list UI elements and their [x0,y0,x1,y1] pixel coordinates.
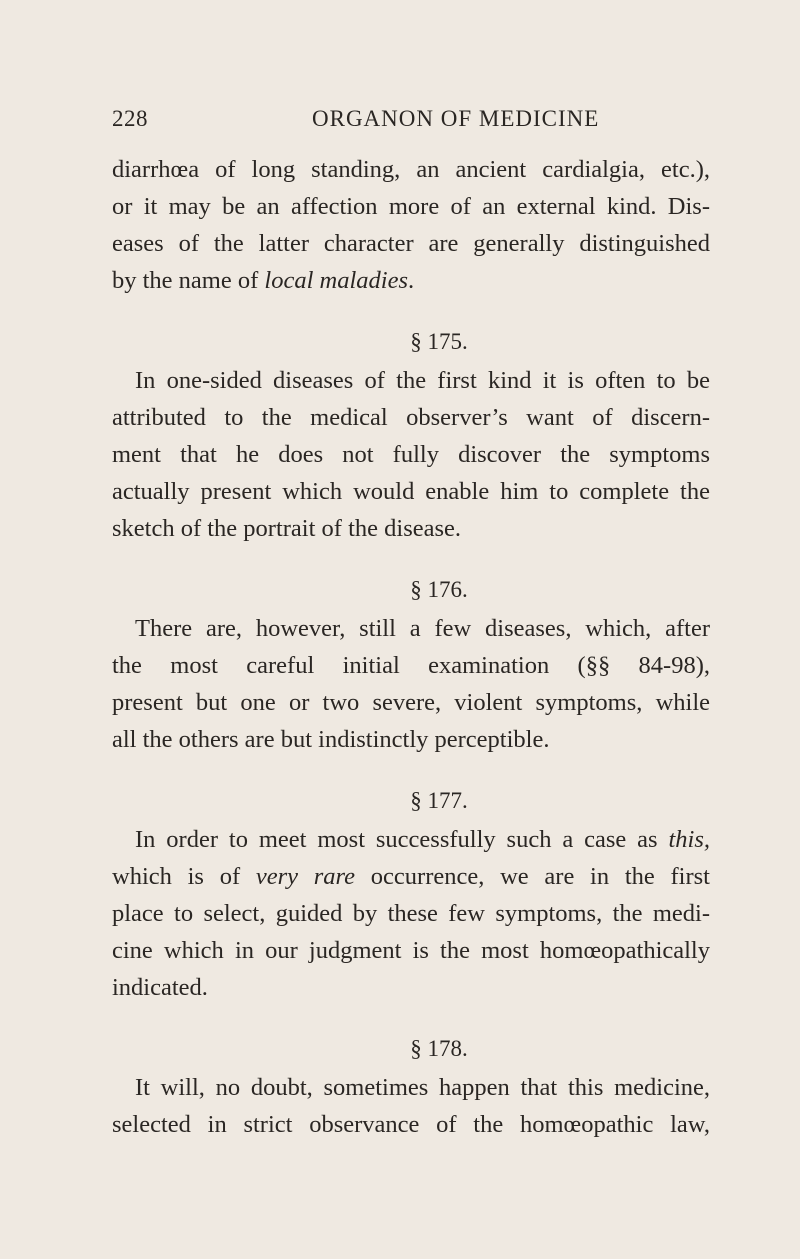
section-paragraph [112,610,710,758]
text-segment: In order to meet most successfully such a case as [135,826,669,853]
emphasis-text: local maladies [264,267,408,294]
text-line: the most careful initial examination (§§ 84-98), [112,652,710,679]
text-line [112,821,710,858]
emphasis-text: very rare [255,863,356,890]
section-heading: § 175. [410,329,468,354]
text-line: all the others are but indistinctly perceptible. [112,726,550,753]
text-line: attributed to the medical observer’s want of discern- [112,404,710,431]
text-line: It will, no doubt, sometimes happen that this medicine, [135,1074,710,1101]
text-line [112,858,710,895]
text-line: In one-sided diseases of the first kind it is often to be [135,367,710,394]
text-segment: . [408,267,415,294]
emphasis-text: this, [668,826,710,853]
text-line: sketch of the portrait of the disease. [112,515,462,542]
text-line: actually present which would enable him to complete the [112,478,710,505]
section-heading: § 177. [410,788,468,813]
text-line: indicated. [112,974,208,1001]
running-title: ORGANON OF MEDICINE [312,106,600,131]
section-heading: § 178. [410,1036,468,1061]
section-paragraph [112,1069,710,1143]
text-line: place to select, guided by these few symptoms, the medi- [112,900,710,927]
text-segment: by the name of [112,267,265,294]
text-line: eases of the latter character are generally distinguished [112,230,710,257]
section-paragraph [112,362,710,547]
text-segment: which is of [112,863,256,890]
text-line [112,262,710,299]
text-line: cine which in our judgment is the most homœopathically [112,937,710,964]
body-text [112,151,710,1143]
text-segment: occurrence, we are in the first [355,863,710,890]
text-line: ment that he does not fully discover the symptoms [112,441,710,468]
intro-paragraph [112,151,710,299]
running-head [112,106,712,136]
text-line: or it may be an affection more of an external kind. Dis- [112,193,710,220]
section-paragraph [112,821,710,1006]
section-heading: § 176. [410,577,468,602]
text-line: present but one or two severe, violent symptoms, while [112,689,710,716]
text-line: selected in strict observance of the homœopathic law, [112,1111,710,1138]
page-number: 228 [112,106,148,131]
text-line: diarrhœa of long standing, an ancient cardialgia, etc.), [112,156,710,183]
text-line: There are, however, still a few diseases, which, after [135,615,710,642]
